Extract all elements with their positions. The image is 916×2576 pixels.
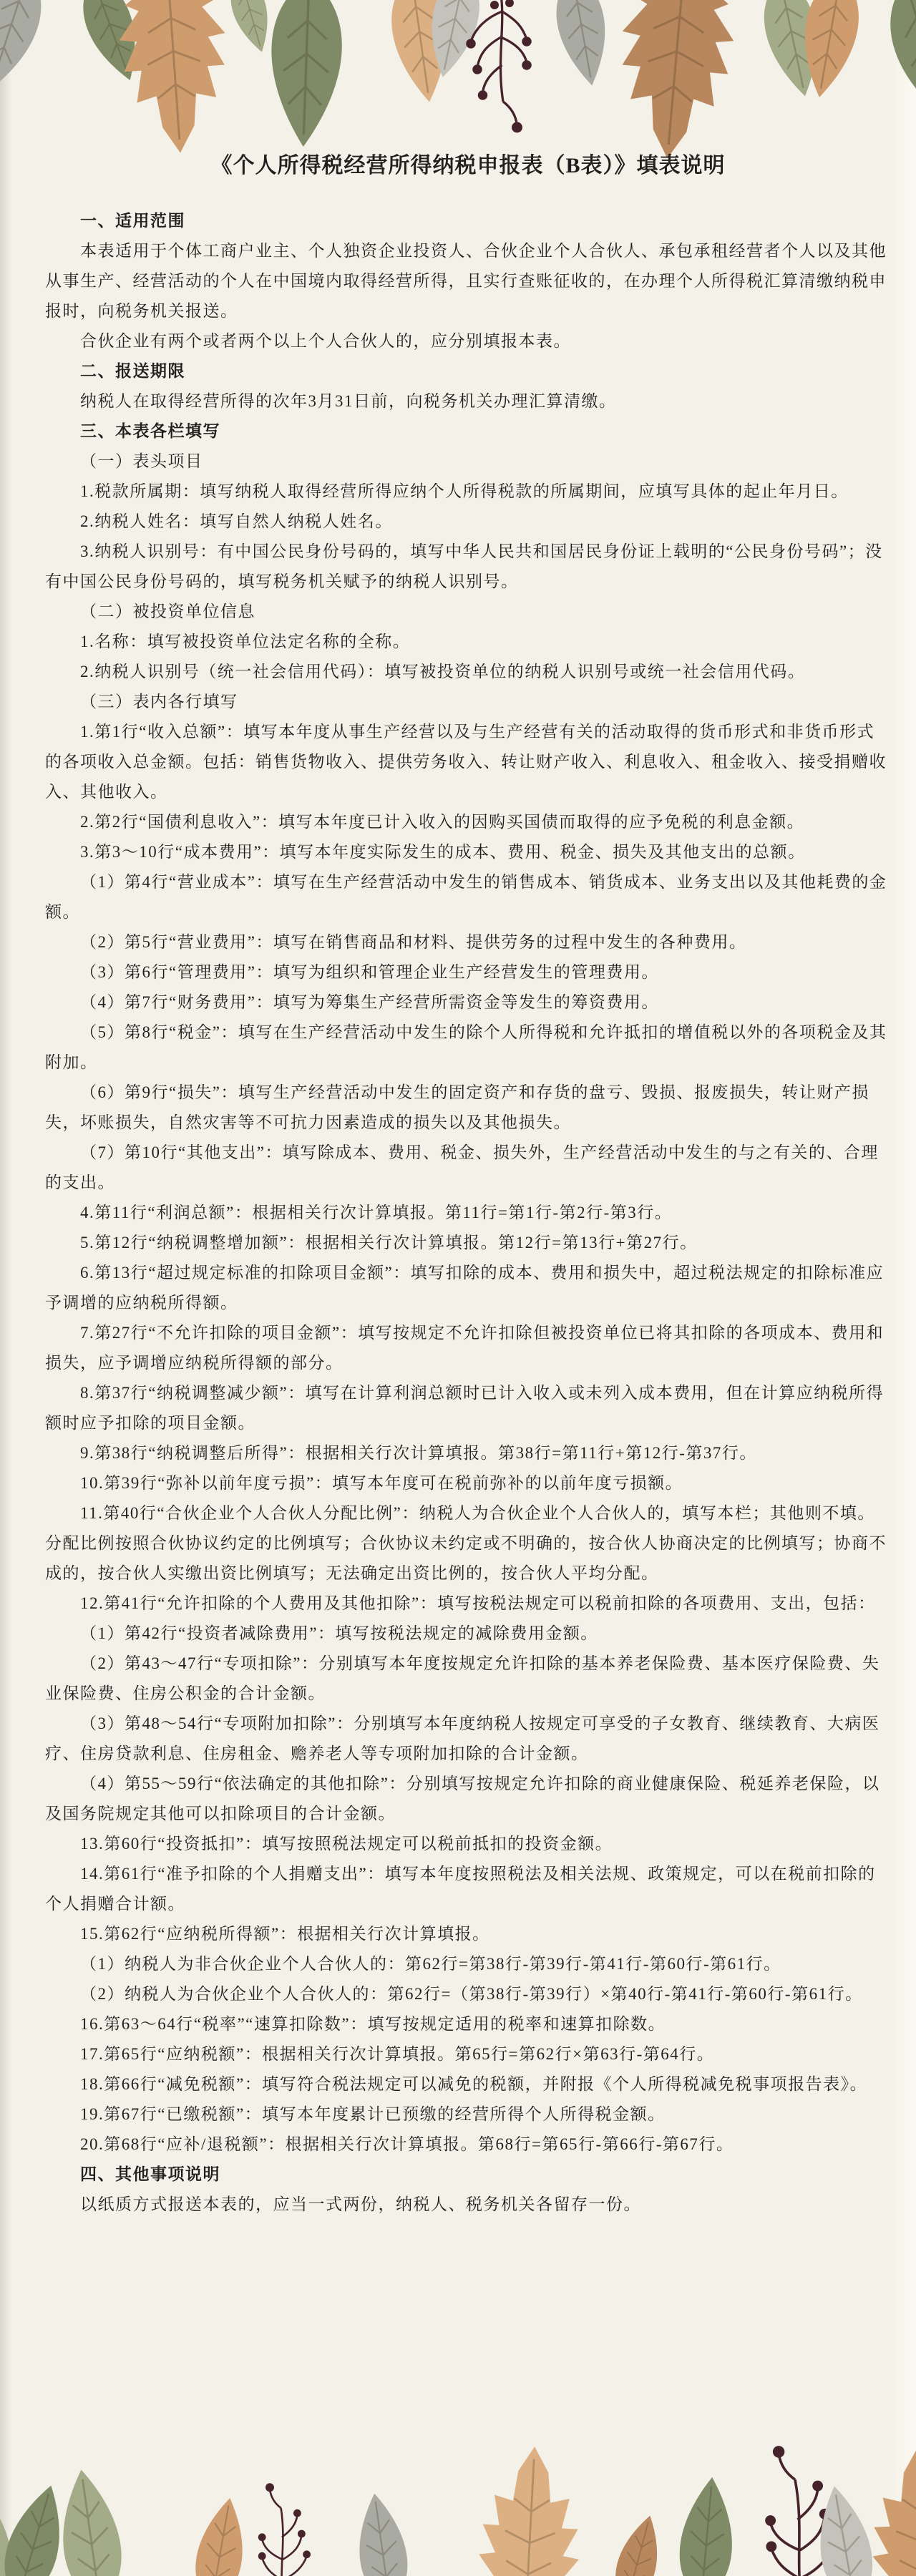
paragraph: （三）表内各行填写: [80, 693, 238, 711]
paragraph: （7）第10行“其他支出”：填写除成本、费用、税金、损失外，生产经营活动中发生的与之有关的、合理的支出。: [45, 1143, 879, 1191]
document-body: [45, 206, 891, 2220]
paragraph: 1.名称：填写被投资单位法定名称的全称。: [80, 633, 411, 650]
leaf: [224, 0, 278, 57]
paragraph: 16.第63～64行“税率”“速算扣除数”：填写按规定适用的税率和速算扣除数。: [80, 2015, 666, 2033]
berry-branch: [258, 2483, 311, 2576]
leaf: [550, 0, 615, 89]
paragraph: 6.第13行“超过规定标准的扣除项目金额”：填写扣除的成本、费用和损失中，超过税法规定的扣除标准应予调增的应纳税所得额。: [45, 1264, 885, 1312]
paragraph: 3.纳税人识别号：有中国公民身份号码的，填写中华人民共和国居民身份证上载明的“公民身份号码”；没有中国公民身份号码的，填写税务机关赋予的纳税人识别号。: [45, 542, 883, 590]
paragraph: 11.第40行“合伙企业个人合伙人分配比例”：纳税人为合伙企业个人合伙人的，填写本栏；其他则不填。分配比例按照合伙协议约定的比例填写；合伙协议未约定或不明确的，按合伙人协商决定的比例填写；协商不成的，按合伙人实缴出资比例填写；无法确定出资比例的，按合伙人平均分配。: [45, 1504, 887, 1582]
paragraph: （3）第48～54行“专项附加扣除”：分别填写本年度纳税人按规定可享受的子女教育、继续教育、大病医疗、住房贷款利息、住房租金、赡养老人等专项附加扣除的合计金额。: [45, 1714, 880, 1762]
paragraph: 5.第12行“纳税调整增加额”：根据相关行次计算填报。第12行=第13行+第27行。: [80, 1234, 698, 1252]
leaf-decoration-bottom: [0, 2390, 916, 2576]
paragraph: （一）表头项目: [80, 452, 203, 470]
paragraph: 以纸质方式报送本表的，应当一式两份，纳税人、税务机关各留存一份。: [80, 2195, 641, 2213]
paragraph: 15.第62行“应纳税所得额”：根据相关行次计算填报。: [80, 1925, 490, 1943]
paragraph: 2.纳税人姓名：填写自然人纳税人姓名。: [80, 512, 393, 530]
paragraph: （3）第6行“管理费用”：填写为组织和管理企业生产经营发生的管理费用。: [80, 963, 659, 981]
paragraph: 10.第39行“弥补以前年度亏损”：填写本年度可在税前弥补的以前年度亏损额。: [80, 1474, 683, 1492]
leaf: [608, 2511, 668, 2576]
page-edge-shadow-right: [890, 0, 916, 2576]
leaf: [676, 2475, 738, 2576]
section-heading: 一、适用范围: [80, 212, 185, 230]
section-heading: 二、报送期限: [80, 362, 185, 380]
paragraph: （5）第8行“税金”：填写在生产经营活动中发生的除个人所得税和允许抵扣的增值税以外的各项税金及其附加。: [45, 1023, 887, 1071]
paragraph: （4）第7行“财务费用”：填写为筹集生产经营所需资金等发生的筹资费用。: [80, 993, 659, 1011]
leaf: [53, 2466, 128, 2576]
paragraph: 20.第68行“应补/退税额”：根据相关行次计算填报。第68行=第65行-第66行-第67行。: [80, 2135, 734, 2153]
paragraph: 纳税人在取得经营所得的次年3月31日前，向税务机关办理汇算清缴。: [80, 392, 617, 410]
paragraph: （2）第43～47行“专项扣除”：分别填写本年度按规定允许扣除的基本养老保险费、基本医疗保险费、失业保险费、住房公积金的合计金额。: [45, 1654, 880, 1702]
paragraph: 2.第2行“国债利息收入”：填写本年度已计入收入的因购买国债而取得的应予免税的利息金额。: [80, 813, 805, 831]
paragraph: 合伙企业有两个或者两个以上个人合伙人的，应分别填报本表。: [80, 332, 571, 350]
paragraph: 17.第65行“应纳税额”：根据相关行次计算填报。第65行=第62行×第63行-第64行。: [80, 2045, 715, 2063]
paragraph: 1.税款所属期：填写纳税人取得经营所得应纳个人所得税款的所属期间，应填写具体的起止年月日。: [80, 482, 849, 500]
paragraph: 19.第67行“已缴税额”：填写本年度累计已预缴的经营所得个人所得税金额。: [80, 2105, 666, 2123]
leaf: [869, 2446, 916, 2576]
paragraph: （1）第42行“投资者减除费用”：填写按税法规定的减除费用金额。: [80, 1624, 598, 1642]
paragraph: 18.第66行“减免税额”：填写符合税法规定可以减免的税额，并附报《个人所得税减免税事项报告表》。: [80, 2075, 868, 2093]
paragraph: 12.第41行“允许扣除的个人费用及其他扣除”：填写按税法规定可以税前扣除的各项费用、支出，包括：: [80, 1594, 876, 1612]
leaf: [189, 2494, 252, 2576]
paragraph: 3.第3～10行“成本费用”：填写本年度实际发生的成本、费用、税金、损失及其他支出的总额。: [80, 843, 806, 861]
paragraph: 1.第1行“收入总额”：填写本年度从事生产经营以及与生产经营有关的活动取得的货币形式和非货币形式的各项收入总金额。包括：销售货物收入、提供劳务收入、转让财产收入、利息收入、租金收入、接受捐赠收入、其他收入。: [45, 723, 887, 801]
paragraph: （2）纳税人为合伙企业个人合伙人的：第62行=（第38行-第39行）×第40行-第41行-第60行-第61行。: [80, 1985, 863, 2003]
leaf: [351, 2490, 414, 2576]
leaf: [268, 0, 344, 148]
paragraph: （二）被投资单位信息: [80, 602, 255, 620]
paragraph: （2）第5行“营业费用”：填写在销售商品和材料、提供劳务的过程中发生的各种费用。: [80, 933, 747, 951]
paragraph: 4.第11行“利润总额”：根据相关行次计算填报。第11行=第1行-第2行-第3行。: [80, 1204, 673, 1221]
paragraph: 13.第60行“投资抵扣”：填写按照税法规定可以税前抵扣的投资金额。: [80, 1835, 613, 1853]
section-heading: 四、其他事项说明: [80, 2165, 220, 2183]
section-heading: 三、本表各栏填写: [80, 422, 220, 440]
leaf: [876, 0, 916, 132]
paragraph: 7.第27行“不允许扣除的项目金额”：填写按规定不允许扣除但被投资单位已将其扣除的各项成本、费用和损失，应予调增应纳税所得额的部分。: [45, 1324, 885, 1372]
paragraph: （4）第55～59行“依法确定的其他扣除”：分别填写按规定允许扣除的商业健康保险、税延养老保险，以及国务院规定其他可以扣除项目的合计金额。: [45, 1775, 880, 1823]
paragraph: 本表适用于个体工商户业主、个人独资企业投资人、合伙企业个人合伙人、承包承租经营者个人以及其他从事生产、经营活动的个人在中国境内取得经营所得，且实行查账征收的，在办理个人所得税汇算清缴纳税申报时，向税务机关报送。: [45, 242, 887, 320]
paragraph: （1）第4行“营业成本”：填写在生产经营活动中发生的销售成本、销货成本、业务支出以及其他耗费的金额。: [45, 873, 887, 921]
paragraph: （6）第9行“损失”：填写生产经营活动中发生的固定资产和存货的盘亏、毁损、报废损失，转让财产损失，坏账损失，自然灾害等不可抗力因素造成的损失以及其他损失。: [45, 1083, 869, 1131]
page-edge-shadow-left: [0, 0, 11, 2576]
leaf: [476, 2444, 585, 2576]
paragraph: 2.纳税人识别号（统一社会信用代码）：填写被投资单位的纳税人识别号或统一社会信用代码。: [80, 663, 806, 680]
leaf: [612, 0, 739, 163]
document: [45, 152, 891, 2220]
page-title: 《个人所得税经营所得纳税申报表（B表）》填表说明: [210, 154, 726, 177]
paragraph: 9.第38行“纳税调整后所得”：根据相关行次计算填报。第38行=第11行+第12行-第37行。: [80, 1444, 757, 1462]
leaf: [115, 0, 233, 157]
paragraph: （1）纳税人为非合伙企业个人合伙人的：第62行=第38行-第39行-第41行-第60行-第61行。: [80, 1955, 781, 1973]
paragraph: 14.第61行“准予扣除的个人捐赠支出”：填写本年度按照税法及相关法规、政策规定，可以在税前扣除的个人捐赠合计额。: [45, 1865, 876, 1913]
leaf: [0, 0, 53, 97]
paragraph: 8.第37行“纳税调整减少额”：填写在计算利润总额时已计入收入或未列入成本费用，但在计算应纳税所得额时应予扣除的项目金额。: [45, 1384, 885, 1432]
